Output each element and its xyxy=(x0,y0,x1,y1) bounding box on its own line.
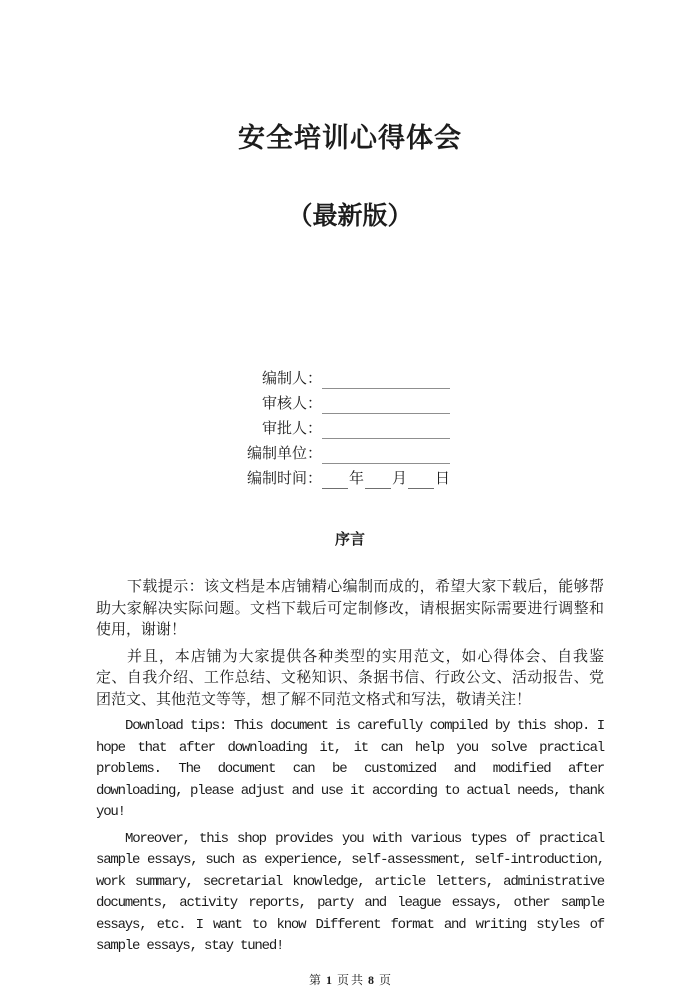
page-content xyxy=(0,122,700,988)
date-month-unit: 月 xyxy=(392,471,408,487)
reviewer-blank-line xyxy=(322,396,450,414)
document-title: 安全培训心得体会 xyxy=(238,123,462,153)
approver-blank-line xyxy=(322,421,450,439)
paragraph-download-tips-zh: 下载提示：该文档是本店铺精心编制而成的，希望大家下载后，能够帮助大家解决实际问题。文档下载后可定制修改，请根据实际需要进行调整和使用，谢谢！ xyxy=(96,579,604,638)
footer-current-page: 1 xyxy=(325,972,332,987)
date-month-blank-line xyxy=(365,471,391,489)
reviewer-label: 审核人： xyxy=(261,396,322,412)
compiler-label: 编制人： xyxy=(261,371,322,387)
footer-total-pages: 8 xyxy=(368,972,375,987)
form-row-reviewer xyxy=(242,389,458,414)
form-row-date xyxy=(242,464,458,489)
approver-label: 审批人： xyxy=(261,421,322,437)
paragraph-sample-essays-en: Moreover, this shop provides you with various types of practical sample essays, such as experience, self-assessment, self-introduction, work summary, secretarial knowledge, article letters, administrative documents, activity reports, party and league essays, other sample essays, etc. I want to know Different format and writing styles of sample essays, stay tuned! xyxy=(96,830,604,954)
date-year-unit: 年 xyxy=(349,471,365,487)
date-label: 编制时间： xyxy=(246,471,322,487)
unit-label: 编制单位： xyxy=(246,446,322,462)
footer-prefix: 第 xyxy=(308,972,321,987)
date-year-blank-line xyxy=(322,471,348,489)
signoff-form-block xyxy=(242,364,458,489)
compiler-blank-line xyxy=(322,371,450,389)
footer-pages-word: 页 xyxy=(336,972,349,987)
unit-blank-line xyxy=(322,446,450,464)
paragraph-sample-essays-zh: 并且，本店铺为大家提供各种类型的实用范文，如心得体会、自我鉴定、自我介绍、工作总结、文秘知识、条据书信、行政公文、活动报告、党团范文、其他范文等等，想了解不同范文格式和写法，敬请关注！ xyxy=(96,648,604,708)
preface-body xyxy=(96,577,604,958)
form-row-approver xyxy=(242,414,458,439)
date-day-unit: 日 xyxy=(435,471,451,487)
preface-heading: 序言 xyxy=(334,532,365,548)
date-day-blank-line xyxy=(408,471,434,489)
form-row-compiler xyxy=(242,364,458,389)
page-footer xyxy=(96,973,604,988)
paragraph-download-tips-en: Download tips: This document is carefully compiled by this shop. I hope that after downloading it, it can help you solve practical problems. The document can be customized and modified after downloading, please adjust and use it according to actual needs, thank you! xyxy=(96,718,604,820)
footer-total-word: 共 xyxy=(351,972,364,987)
footer-suffix: 页 xyxy=(379,972,392,987)
form-row-unit xyxy=(242,439,458,464)
document-subtitle: （最新版） xyxy=(287,203,413,230)
